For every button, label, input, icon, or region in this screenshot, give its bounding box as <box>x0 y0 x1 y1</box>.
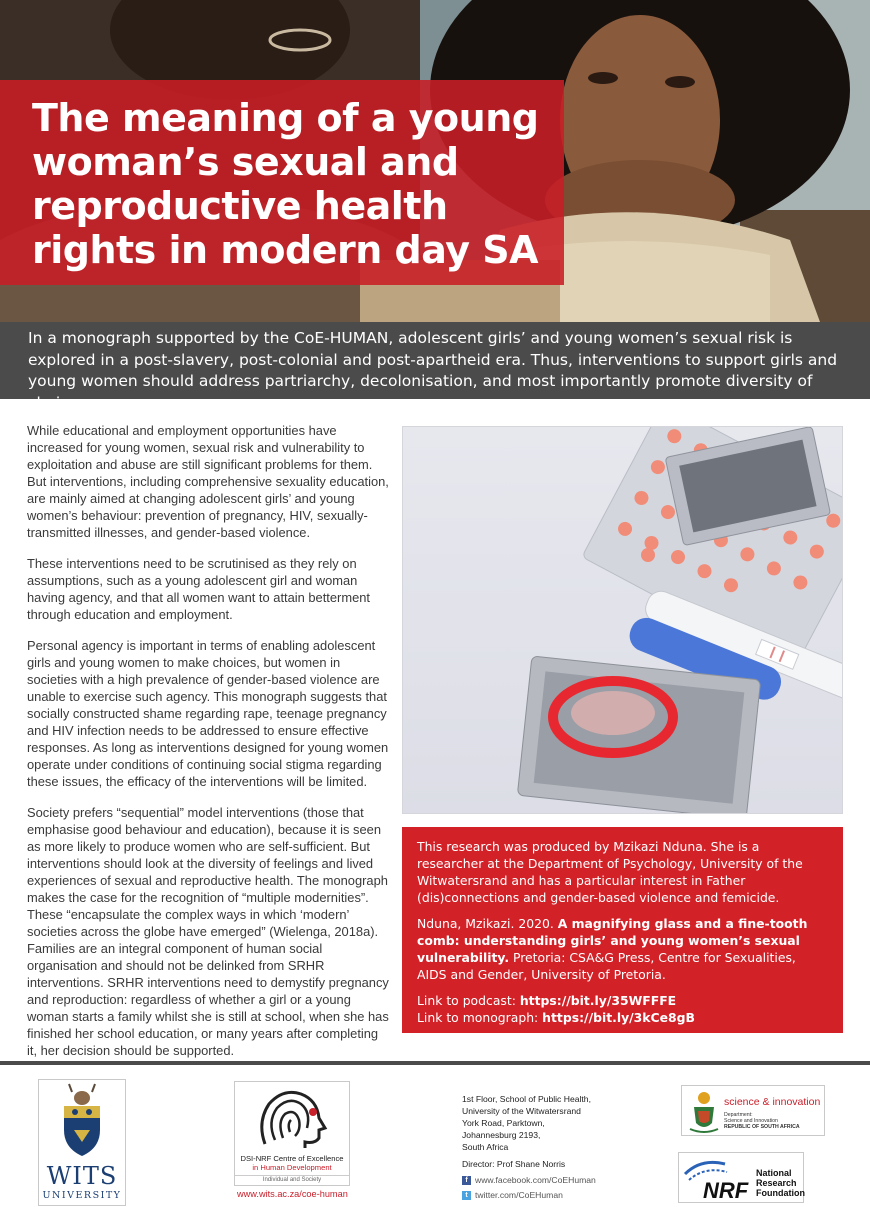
podcast-link-label: Link to podcast: <box>417 993 520 1008</box>
monograph-link-label: Link to monograph: <box>417 1010 543 1025</box>
monograph-link[interactable]: https://bit.ly/3kCe8gB <box>542 1010 695 1025</box>
page-title: The meaning of a young woman’s sexual and reproductive health rights in modern day SA <box>32 96 539 272</box>
coe-name-line1: DSI-NRF Centre of Excellence <box>240 1154 344 1163</box>
links <box>417 992 829 1026</box>
title-box <box>0 80 564 285</box>
director-line: Director: Prof Shane Norris <box>462 1159 566 1169</box>
citation <box>417 915 829 983</box>
nrf-name-line: Research <box>756 1178 797 1188</box>
dsi-title: science & innovation <box>724 1096 821 1108</box>
coe-website-link[interactable]: www.wits.ac.za/coe-human <box>237 1189 348 1199</box>
wits-university: UNIVERSITY <box>42 1190 122 1201</box>
wits-wordmark: WITS <box>46 1162 118 1190</box>
dsi-sub-line: Department: <box>724 1112 753 1118</box>
address-line: South Africa <box>462 1142 509 1152</box>
address-line: York Road, Parktown, <box>462 1118 545 1128</box>
facebook-icon: f <box>462 1176 471 1185</box>
facebook-link[interactable] <box>462 1175 596 1185</box>
citation-title: A magnifying glass and a fine-tooth comb: understanding girls’ and young women’s sexual vulnerability. <box>417 916 808 965</box>
body-paragraph-3: Personal agency is important in terms of enabling adolescent girls and young women to make choices, but women in societies with a high prevalence of gender-based violence are unable to exercise such agency. This monograph suggests that socially constructed shame regarding rape, teenage pregnancy and HIV infection needs to be addressed to ensure effective responses. As long as interventions designed for young women operate under conditions of continuing social stigma regarding these issues, the efficacy of the interventions will be limited. <box>27 638 389 789</box>
podcast-link[interactable]: https://bit.ly/35WFFFE <box>519 993 677 1008</box>
nrf-logo <box>678 1152 804 1203</box>
contraceptives-illustration <box>403 427 843 814</box>
body-paragraph-2: These interventions need to be scrutinised as they rely on assumptions, such as a young adolescent girl and woman having agency, and that all women want to attain betterment through education and employment. <box>27 556 371 622</box>
nrf-name-line: National <box>756 1168 792 1178</box>
body-paragraph-4: Society prefers “sequential” model interventions (those that emphasise good behaviour and education), because it is seen as more likely to produce women who are self-sufficient. But interventions should look at the diversity of feelings and lived experiences of sexual and reproductive health. The monograph makes the case for the recognition of “multiple modernities”. These “encapsulate the complex ways in which ‘modern’ societies across the globe have emerged” (Wielenga, 2018a). Families are an integral component of human social organisation and should not be delinked from SRHR interventions. SRHR interventions need to demystify pregnancy and reproduction: regardless of whether a girl or a young woman starts a family whilst she is still at school, when she has finished her school education, or many years after completing it, her decision should be supported. <box>27 805 389 1058</box>
citation-prefix: Nduna, Mzikazi. 2020. <box>417 916 558 931</box>
intro-text: In a monograph supported by the CoE-HUMAN, adolescent girls’ and young women’s sexual risk is explored in a post-slavery, post-colonial and post-apartheid era. Thus, interventions to support girls and young women should address partriarchy, decolonisation, and most importantly promote diversity of choices. <box>28 329 838 412</box>
wits-logo <box>38 1079 126 1206</box>
intro-band <box>0 322 870 412</box>
nrf-mark-icon <box>681 1154 755 1202</box>
dsi-logo <box>681 1085 825 1136</box>
body-paragraph-1: While educational and employment opportunities have increased for young women, sexual risk and vulnerability to exploitation and abuse are still significant problems for them. But interventions, including comprehensive sexuality education, are mainly aimed at changing adolescent girls’ and young women’s behaviour: prevention of pregnancy, HIV, sexually-transmitted illnesses, and gender-based violence. <box>27 423 389 540</box>
wits-crest-icon <box>39 1080 125 1160</box>
hero-image <box>0 0 870 322</box>
twitter-url: twitter.com/CoEHuman <box>475 1190 563 1200</box>
nrf-name-line: Foundation <box>756 1188 805 1198</box>
fingerprint-head-icon <box>235 1082 349 1152</box>
nrf-abbr: NRF <box>703 1178 749 1202</box>
citation-publisher: Pretoria: CSA&G Press, Centre for Sexualities, AIDS and Gender, University of Pretoria. <box>417 950 796 982</box>
author-bio: This research was produced by Mzikazi Nduna. She is a researcher at the Department of Psychology, University of the Witwatersrand and has a particular interest in Father (dis)connections and gender-based violence and femicide. <box>417 839 803 905</box>
dsi-sub-line: Science and Innovation <box>724 1118 778 1124</box>
coe-name-line2: in Human Development <box>252 1163 332 1172</box>
address-line: Johannesburg 2193, <box>462 1130 541 1140</box>
contraceptives-photo <box>402 426 843 814</box>
twitter-link[interactable] <box>462 1190 563 1200</box>
twitter-icon: t <box>462 1191 471 1200</box>
address-block <box>462 1093 591 1153</box>
dsi-sub-line: REPUBLIC OF SOUTH AFRICA <box>724 1124 800 1130</box>
article-body <box>27 422 389 1073</box>
facebook-url: www.facebook.com/CoEHuman <box>475 1175 596 1185</box>
coe-name-line3: Individual and Society <box>235 1175 349 1183</box>
sa-coat-of-arms-icon <box>686 1089 722 1135</box>
nrf-name <box>756 1168 805 1198</box>
address-line: University of the Witwatersrand <box>462 1106 581 1116</box>
address-line: 1st Floor, School of Public Health, <box>462 1094 591 1104</box>
dsi-subtitle <box>724 1112 800 1130</box>
coe-human-logo <box>234 1081 350 1186</box>
research-info-box <box>402 827 843 1033</box>
footer-divider <box>0 1061 870 1065</box>
